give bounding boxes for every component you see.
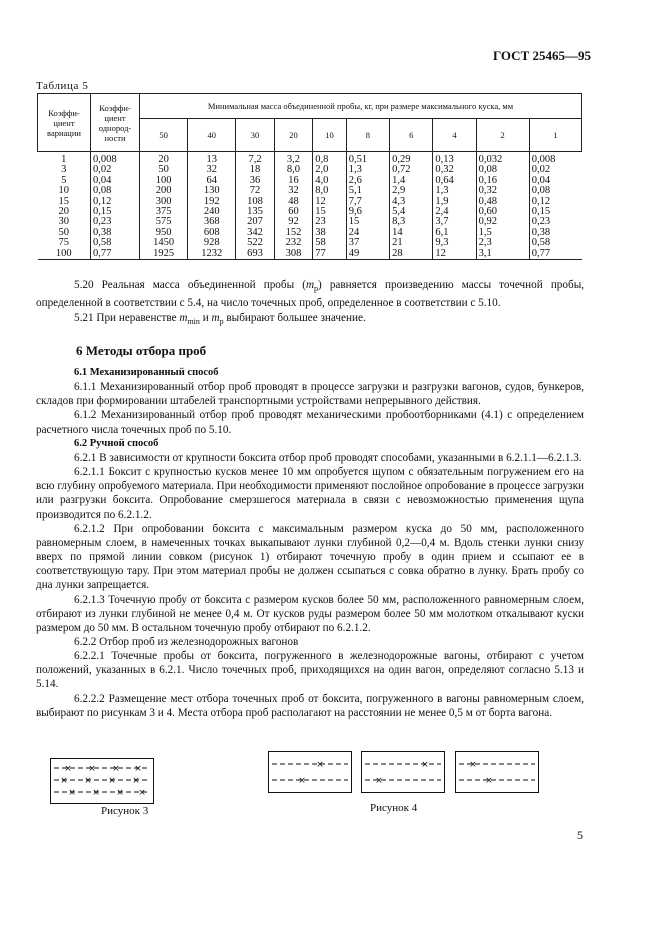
table-cell: 0,72 (390, 165, 433, 175)
size-header-cell: 2 (476, 119, 529, 152)
table-cell: 928 (188, 238, 236, 248)
sample-point-mark: × (316, 760, 324, 770)
sample-point-mark: × (112, 764, 120, 774)
table-row (38, 238, 582, 248)
table-cell: 2,4 (433, 207, 476, 217)
table-cell: 100 (55, 247, 72, 259)
table-cell: 0,32 (433, 165, 476, 175)
table-cell: 0,008 (91, 152, 140, 166)
table-cell: 0,08 (91, 186, 140, 196)
table-cell: 23 (313, 217, 347, 227)
table-cell: 608 (188, 228, 236, 238)
table-cell: 5 (61, 174, 67, 186)
table-cell: 72 (236, 186, 274, 196)
table-cell: 1 (61, 154, 67, 165)
sample-point-mark: × (108, 776, 116, 786)
table-cell: 1,3 (346, 165, 389, 175)
sample-point-mark: × (88, 764, 96, 774)
table-cell: 8,0 (313, 186, 347, 196)
figure-3-caption: Рисунок 3 (101, 805, 149, 817)
table-cell: 0,48 (476, 197, 529, 207)
table-cell: 3,7 (433, 217, 476, 227)
table-cell: 522 (236, 238, 274, 248)
table-cell: 18 (236, 165, 274, 175)
table-row (38, 186, 582, 196)
table-cell: 30 (58, 216, 69, 228)
table-cell: 2,0 (313, 165, 347, 175)
table-cell: 693 (236, 249, 274, 260)
table-cell: 9,3 (433, 238, 476, 248)
clause-6-2-1: 6.2.1 В зависимости от крупности боксита отбор проб проводят способами, указанными в 6.2.1.1—6.2.1.3. (74, 451, 582, 464)
col-header-variation: Коэффи- циент вариации (38, 94, 91, 152)
table-cell: 5,4 (390, 207, 433, 217)
table-cell: 15 (58, 195, 69, 207)
clause-6-2-2: 6.2.2 Отбор проб из железнодорожных вагонов (74, 635, 299, 648)
table-cell: 0,15 (529, 207, 581, 217)
sample-point-mark: × (64, 764, 72, 774)
table-cell: 0,23 (529, 217, 581, 227)
table-cell: 20 (140, 152, 188, 166)
table-cell: 0,04 (91, 176, 140, 186)
table-cell: 15 (313, 207, 347, 217)
figure-4-wagon-diagram-2 (361, 751, 445, 793)
sample-point-mark: × (485, 776, 493, 786)
table-cell: 36 (236, 176, 274, 186)
table-cell: 1925 (140, 249, 188, 260)
table-cell: 375 (140, 207, 188, 217)
table-cell: 308 (274, 249, 312, 260)
sample-point-mark: × (138, 788, 146, 798)
figure-4-caption: Рисунок 4 (370, 802, 418, 814)
sample-point-mark: × (60, 776, 68, 786)
table-cell: 0,12 (529, 197, 581, 207)
col-header-group: Минимальная масса объединенной пробы, кг, при размере максимального куска, мм (140, 94, 582, 119)
table-cell: 0,08 (529, 186, 581, 196)
table-cell: 0,16 (476, 176, 529, 186)
table-cell: 13 (188, 152, 236, 166)
table-cell: 0,15 (91, 207, 140, 217)
table-cell: 0,38 (529, 228, 581, 238)
size-header-cell: 4 (433, 119, 476, 152)
table-cell: 0,77 (529, 249, 581, 260)
table-cell: 4,0 (313, 176, 347, 186)
table-cell: 32 (274, 186, 312, 196)
table-cell: 240 (188, 207, 236, 217)
size-header-cell: 50 (140, 119, 188, 152)
clause-6-2-2-2: 6.2.2.2 Размещение мест отбора точечных проб от боксита, погруженного в вагоны равномерным слоем, выбирают по рисункам 3 и 4. Места отбора проб располагают на расстоянии не менее 0,5 м от борта вагона. (36, 692, 584, 719)
table-cell: 7,7 (346, 197, 389, 207)
table-cell: 58 (313, 238, 347, 248)
table-cell: 1,9 (433, 197, 476, 207)
table-cell: 207 (236, 217, 274, 227)
table-cell: 8,3 (390, 217, 433, 227)
table-cell: 10 (58, 185, 69, 197)
table-cell: 49 (346, 249, 389, 260)
sample-point-mark: × (298, 776, 306, 786)
clause-6-2-1-1: 6.2.1.1 Боксит с крупностью кусков менее 10 мм опробуется щупом с обязательным погружением его на всю глубину опробуемого материала. При необходимости применяют послойное опробование в процессе загрузки или разгрузки боксита. Опробование смерзшегося материала в связи с невозможностью применения щупа производится по 6.2.1.2. (36, 466, 584, 521)
table-cell: 0,02 (529, 165, 581, 175)
table-5 (37, 93, 582, 260)
table-cell: 92 (274, 217, 312, 227)
sample-point-mark: × (421, 760, 429, 770)
table-cell: 0,92 (476, 217, 529, 227)
table-cell: 15 (346, 217, 389, 227)
figure-4-wagon-diagram-1 (268, 751, 352, 793)
table-cell: 0,29 (390, 152, 433, 166)
table-cell: 950 (140, 228, 188, 238)
size-header-cell: 20 (274, 119, 312, 152)
table-cell: 0,58 (91, 238, 140, 248)
table-cell: 1232 (188, 249, 236, 260)
table-cell: 1,5 (476, 228, 529, 238)
sample-point-mark: × (68, 788, 76, 798)
table-cell: 0,58 (529, 238, 581, 248)
table-cell: 75 (58, 237, 69, 249)
table-row (38, 165, 582, 175)
table-cell: 12 (433, 249, 476, 260)
table-cell: 0,77 (91, 249, 140, 260)
heading-6-2: 6.2 Ручной способ (74, 437, 159, 449)
table-cell: 7,2 (236, 152, 274, 166)
table-cell: 38 (313, 228, 347, 238)
clause-6-2-2-1: 6.2.2.1 Точечные пробы от боксита, погруженного в железнодорожные вагоны, отбирают с учетом положений, указанных в 6.2.1. Число точечных проб, приходящихся на один вагон, определяют согласно 5.13 и 5.14. (36, 650, 584, 691)
size-header-cell: 1 (529, 119, 581, 152)
table-caption: Таблица 5 (36, 80, 89, 92)
sample-point-mark: × (375, 776, 383, 786)
table-cell: 2,6 (346, 176, 389, 186)
table-cell: 232 (274, 238, 312, 248)
table-cell: 28 (390, 249, 433, 260)
table-cell: 5,1 (346, 186, 389, 196)
size-header-cell: 8 (346, 119, 389, 152)
table-cell: 368 (188, 217, 236, 227)
table-cell: 0,008 (529, 152, 581, 166)
table-cell: 0,08 (476, 165, 529, 175)
clause-6-2-1-2: 6.2.1.2 При опробовании боксита с максимальным размером куска до 50 мм, расположенного равномерным слоем, в намеченных точках выкапывают лунки глубиной 0,2—0,4 м. Вдоль стенки лунки снизу вверх по прямой линии совком (рисунок 1) отбирают точечную пробу в один прием и ссыпают ее в соответствующую тару. При этом материал пробы не должен ссыпаться с совка обратно в лунку. Брать пробу со дна лунки запрещается. (36, 522, 584, 592)
heading-6-1: 6.1 Механизированный способ (74, 367, 219, 378)
table-cell: 108 (236, 197, 274, 207)
table-cell: 3,1 (476, 249, 529, 260)
table-cell: 0,032 (476, 152, 529, 166)
table-row (38, 249, 582, 260)
table-cell: 8,0 (274, 165, 312, 175)
size-header-cell: 30 (236, 119, 274, 152)
table-cell: 130 (188, 186, 236, 196)
table-cell: 1,4 (390, 176, 433, 186)
page-number: 5 (577, 828, 583, 842)
table-cell: 2,3 (476, 238, 529, 248)
table-cell: 0,04 (529, 176, 581, 186)
table-cell: 100 (140, 176, 188, 186)
col-header-homogeneity: Коэффи- циент однород- ности (91, 94, 140, 152)
table-cell: 77 (313, 249, 347, 260)
section-title: 6 Методы отбора проб (76, 343, 207, 358)
size-header-cell: 6 (390, 119, 433, 152)
table-cell: 37 (346, 238, 389, 248)
section-body (36, 366, 584, 720)
table-cell: 48 (274, 197, 312, 207)
table-cell: 4,3 (390, 197, 433, 207)
clause-6-1-1: 6.1.1 Механизированный отбор проб проводят в процессе загрузки и разгрузки вагонов, судов, бункеров, складов при формировании штабелей транспортными устройствами непрерывного действия. (36, 381, 584, 408)
clause-5-21: 5.21 При неравенстве $m_{min}$ и $m_р$ выбирают большее значение. (74, 311, 366, 326)
table-row (38, 228, 582, 238)
sample-point-mark: × (132, 776, 140, 786)
table-row (38, 207, 582, 217)
table-cell: 1450 (140, 238, 188, 248)
table-cell: 60 (274, 207, 312, 217)
table-cell: 24 (346, 228, 389, 238)
table-row (38, 152, 582, 166)
table-cell: 14 (390, 228, 433, 238)
table-row (38, 217, 582, 227)
size-header-cell: 10 (313, 119, 347, 152)
table-cell: 6,1 (433, 228, 476, 238)
clause-6-1-2: 6.1.2 Механизированный отбор проб проводят механическими пробоотборниками (4.1) с определением расчетного числа точечных проб по 5.10. (36, 409, 584, 436)
table-cell: 342 (236, 228, 274, 238)
table-cell: 1,3 (433, 186, 476, 196)
sample-point-mark: × (84, 776, 92, 786)
table-row (38, 197, 582, 207)
document-header: ГОСТ 25465—95 (492, 48, 591, 63)
table-cell: 135 (236, 207, 274, 217)
sample-point-mark: × (92, 788, 100, 798)
table-cell: 3 (61, 164, 67, 176)
table-cell: 192 (188, 197, 236, 207)
table-cell: 2,9 (390, 186, 433, 196)
table-body (38, 152, 582, 260)
table-cell: 0,13 (433, 152, 476, 166)
sample-point-mark: × (469, 760, 477, 770)
clause-5-20-and-5-21 (36, 278, 584, 329)
sample-point-mark: × (134, 764, 142, 774)
table-cell: 0,38 (91, 228, 140, 238)
table-cell: 50 (140, 165, 188, 175)
figure-3-wagon-diagram (50, 758, 154, 804)
table-cell: 50 (58, 226, 69, 238)
table-cell: 200 (140, 186, 188, 196)
table-cell: 0,32 (476, 186, 529, 196)
table-cell: 0,51 (346, 152, 389, 166)
clause-6-2-1-3: 6.2.1.3 Точечную пробу от боксита с размером кусков более 50 мм, расположенного равномерным слоем, отбирают из лунки глубиной не менее 0,4 м. От кусков руды размером более 50 мм молотком откалывают куски размером до 50 мм. В остальном точечную пробу отбирают по 6.2.1.2. (36, 593, 584, 634)
table-cell: 575 (140, 217, 188, 227)
table-cell: 64 (188, 176, 236, 186)
table-cell: 152 (274, 228, 312, 238)
table-cell: 9,6 (346, 207, 389, 217)
table-cell: 0,23 (91, 217, 140, 227)
table-cell: 0,64 (433, 176, 476, 186)
table-cell: 0,02 (91, 165, 140, 175)
table-cell: 0,8 (313, 152, 347, 166)
table-cell: 16 (274, 176, 312, 186)
clause-5-20: 5.20 Реальная масса объединенной пробы $(m_р)$ равняется произведению массы точечной пробы, определенной в соответствии с 5.4, на число точечных проб, определенное в соответствии с 5.10. (36, 279, 585, 310)
table-row (38, 176, 582, 186)
table-cell: 12 (313, 197, 347, 207)
figure-4-wagon-diagram-3 (455, 751, 539, 793)
table-cell: 0,12 (91, 197, 140, 207)
table-cell: 20 (58, 206, 69, 218)
size-header-cell: 40 (188, 119, 236, 152)
table-cell: 0,60 (476, 207, 529, 217)
table-cell: 21 (390, 238, 433, 248)
table-cell: 32 (188, 165, 236, 175)
sample-point-mark: × (116, 788, 124, 798)
table-cell: 300 (140, 197, 188, 207)
table-cell: 3,2 (274, 152, 312, 166)
